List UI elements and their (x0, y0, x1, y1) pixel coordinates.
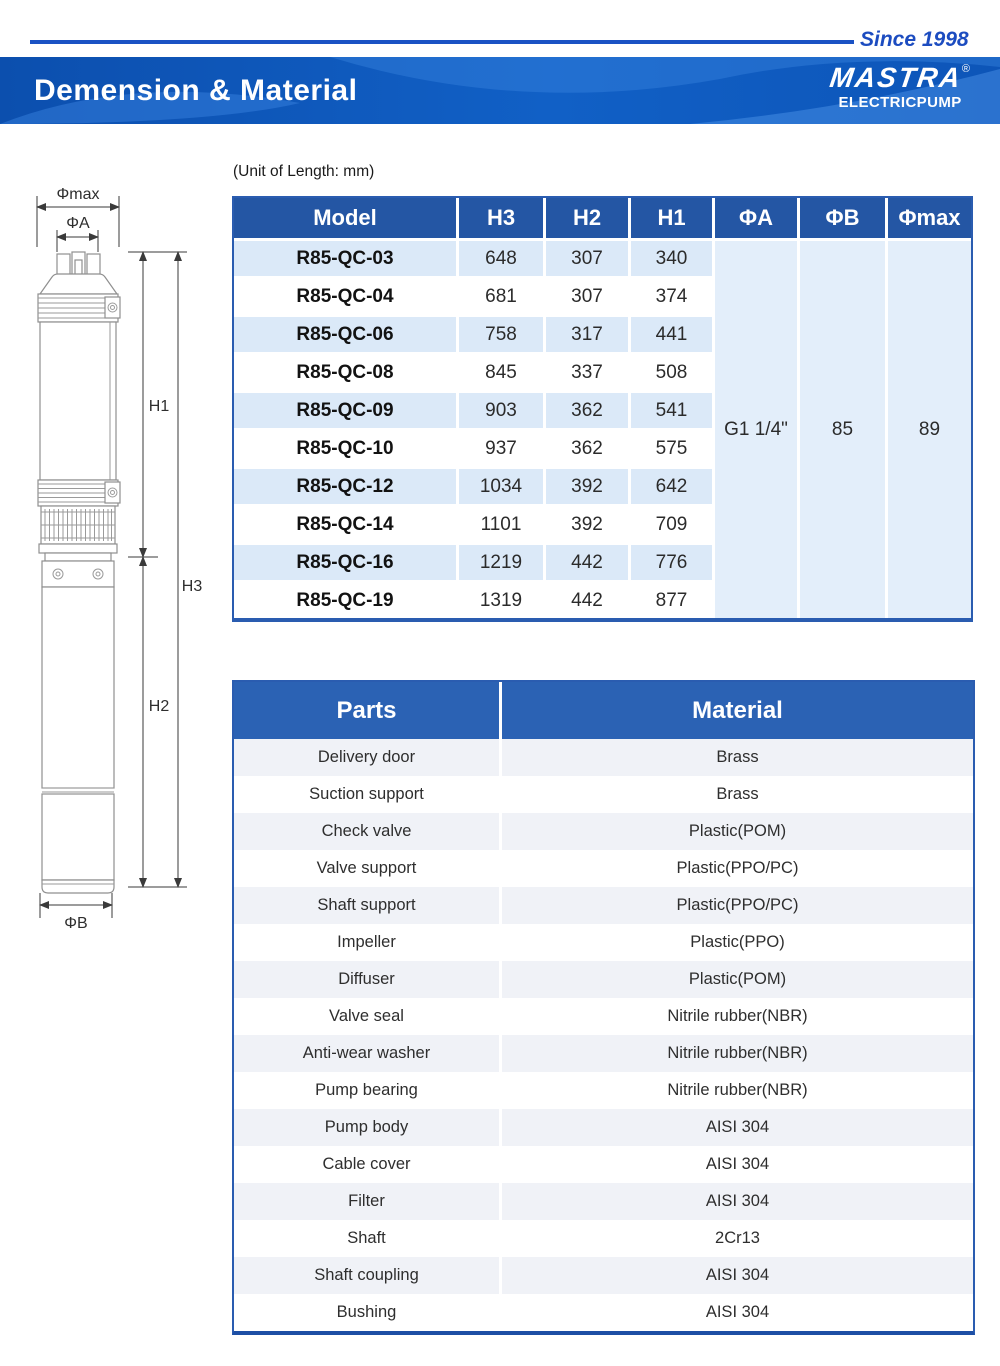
h2-cell: 442 (546, 583, 628, 618)
h2-cell: 362 (546, 431, 628, 466)
col-header-h1: H1 (631, 198, 712, 238)
part-cell: Suction support (234, 776, 499, 813)
dim-label-h1: H1 (148, 398, 170, 415)
part-cell: Cable cover (234, 1146, 499, 1183)
dim-label-h2: H2 (148, 698, 170, 715)
material-cell: 2Cr13 (502, 1220, 973, 1257)
part-cell: Impeller (234, 924, 499, 961)
h3-cell: 845 (459, 355, 543, 390)
part-cell: Shaft (234, 1220, 499, 1257)
h1-cell: 340 (631, 241, 712, 276)
dimension-table (232, 196, 973, 622)
model-cell: R85-QC-16 (234, 545, 456, 580)
part-cell: Shaft coupling (234, 1257, 499, 1294)
col-header-phimax: Φmax (888, 198, 971, 238)
material-cell: Nitrile rubber(NBR) (502, 1035, 973, 1072)
model-cell: R85-QC-19 (234, 583, 456, 618)
dim-label-phib: ΦB (64, 915, 88, 932)
part-cell: Bushing (234, 1294, 499, 1331)
brand-subtitle: ELECTRICPUMP (838, 94, 962, 111)
h3-cell: 1101 (459, 507, 543, 542)
parts-material-table (232, 680, 975, 1335)
part-cell: Valve support (234, 850, 499, 887)
h2-cell: 442 (546, 545, 628, 580)
h2-cell: 392 (546, 507, 628, 542)
merged-phia-cell: G1 1/4" (715, 241, 797, 618)
h2-cell: 392 (546, 469, 628, 504)
material-cell: Nitrile rubber(NBR) (502, 998, 973, 1035)
h3-cell: 1319 (459, 583, 543, 618)
model-cell: R85-QC-04 (234, 279, 456, 314)
h3-cell: 1034 (459, 469, 543, 504)
material-cell: Plastic(POM) (502, 961, 973, 998)
h2-cell: 337 (546, 355, 628, 390)
col-header-h3: H3 (459, 198, 543, 238)
merged-phimax-cell: 89 (888, 241, 971, 618)
pump-dimension-diagram (18, 178, 218, 933)
material-cell: AISI 304 (502, 1146, 973, 1183)
material-cell: AISI 304 (502, 1257, 973, 1294)
h3-cell: 681 (459, 279, 543, 314)
model-cell: R85-QC-09 (234, 393, 456, 428)
h1-cell: 709 (631, 507, 712, 542)
h1-cell: 374 (631, 279, 712, 314)
h3-cell: 903 (459, 393, 543, 428)
material-cell: Brass (502, 776, 973, 813)
h3-cell: 937 (459, 431, 543, 466)
col-header-h2: H2 (546, 198, 628, 238)
h1-cell: 508 (631, 355, 712, 390)
material-cell: Plastic(PPO/PC) (502, 887, 973, 924)
material-cell: Plastic(POM) (502, 813, 973, 850)
h1-cell: 642 (631, 469, 712, 504)
h3-cell: 648 (459, 241, 543, 276)
material-cell: Plastic(PPO) (502, 924, 973, 961)
merged-phib-cell: 85 (800, 241, 885, 618)
material-cell: Plastic(PPO/PC) (502, 850, 973, 887)
part-cell: Delivery door (234, 739, 499, 776)
col-header-phia: ΦA (715, 198, 797, 238)
material-cell: AISI 304 (502, 1109, 973, 1146)
h1-cell: 441 (631, 317, 712, 352)
part-cell: Pump body (234, 1109, 499, 1146)
dim-label-phia: ΦA (66, 215, 90, 232)
model-cell: R85-QC-14 (234, 507, 456, 542)
part-cell: Diffuser (234, 961, 499, 998)
part-cell: Check valve (234, 813, 499, 850)
h3-cell: 1219 (459, 545, 543, 580)
part-cell: Shaft support (234, 887, 499, 924)
model-cell: R85-QC-06 (234, 317, 456, 352)
brand-name: MASTRA (828, 62, 965, 93)
model-cell: R85-QC-12 (234, 469, 456, 504)
part-cell: Filter (234, 1183, 499, 1220)
col-header-phib: ΦB (800, 198, 885, 238)
pump-outline (38, 252, 120, 893)
h3-cell: 758 (459, 317, 543, 352)
material-cell: Brass (502, 739, 973, 776)
since-label: Since 1998 (860, 28, 969, 51)
part-cell: Pump bearing (234, 1072, 499, 1109)
brand-logo (830, 64, 970, 110)
registered-mark-icon: ® (961, 63, 970, 75)
model-cell: R85-QC-03 (234, 241, 456, 276)
h1-cell: 877 (631, 583, 712, 618)
col-header-parts: Parts (234, 682, 499, 739)
part-cell: Anti-wear washer (234, 1035, 499, 1072)
col-header-material: Material (502, 682, 973, 739)
h1-cell: 541 (631, 393, 712, 428)
h1-cell: 575 (631, 431, 712, 466)
h2-cell: 317 (546, 317, 628, 352)
page-title: Demension & Material (34, 73, 358, 107)
h2-cell: 307 (546, 279, 628, 314)
material-cell: AISI 304 (502, 1183, 973, 1220)
model-cell: R85-QC-08 (234, 355, 456, 390)
dim-label-h3: H3 (181, 578, 203, 595)
material-cell: AISI 304 (502, 1294, 973, 1331)
header-rule (30, 40, 854, 44)
dim-label-phimax: Φmax (56, 186, 100, 203)
col-header-model: Model (234, 198, 456, 238)
material-cell: Nitrile rubber(NBR) (502, 1072, 973, 1109)
title-banner (0, 57, 1000, 124)
h1-cell: 776 (631, 545, 712, 580)
h2-cell: 362 (546, 393, 628, 428)
h2-cell: 307 (546, 241, 628, 276)
part-cell: Valve seal (234, 998, 499, 1035)
unit-note: (Unit of Length: mm) (233, 163, 375, 180)
model-cell: R85-QC-10 (234, 431, 456, 466)
